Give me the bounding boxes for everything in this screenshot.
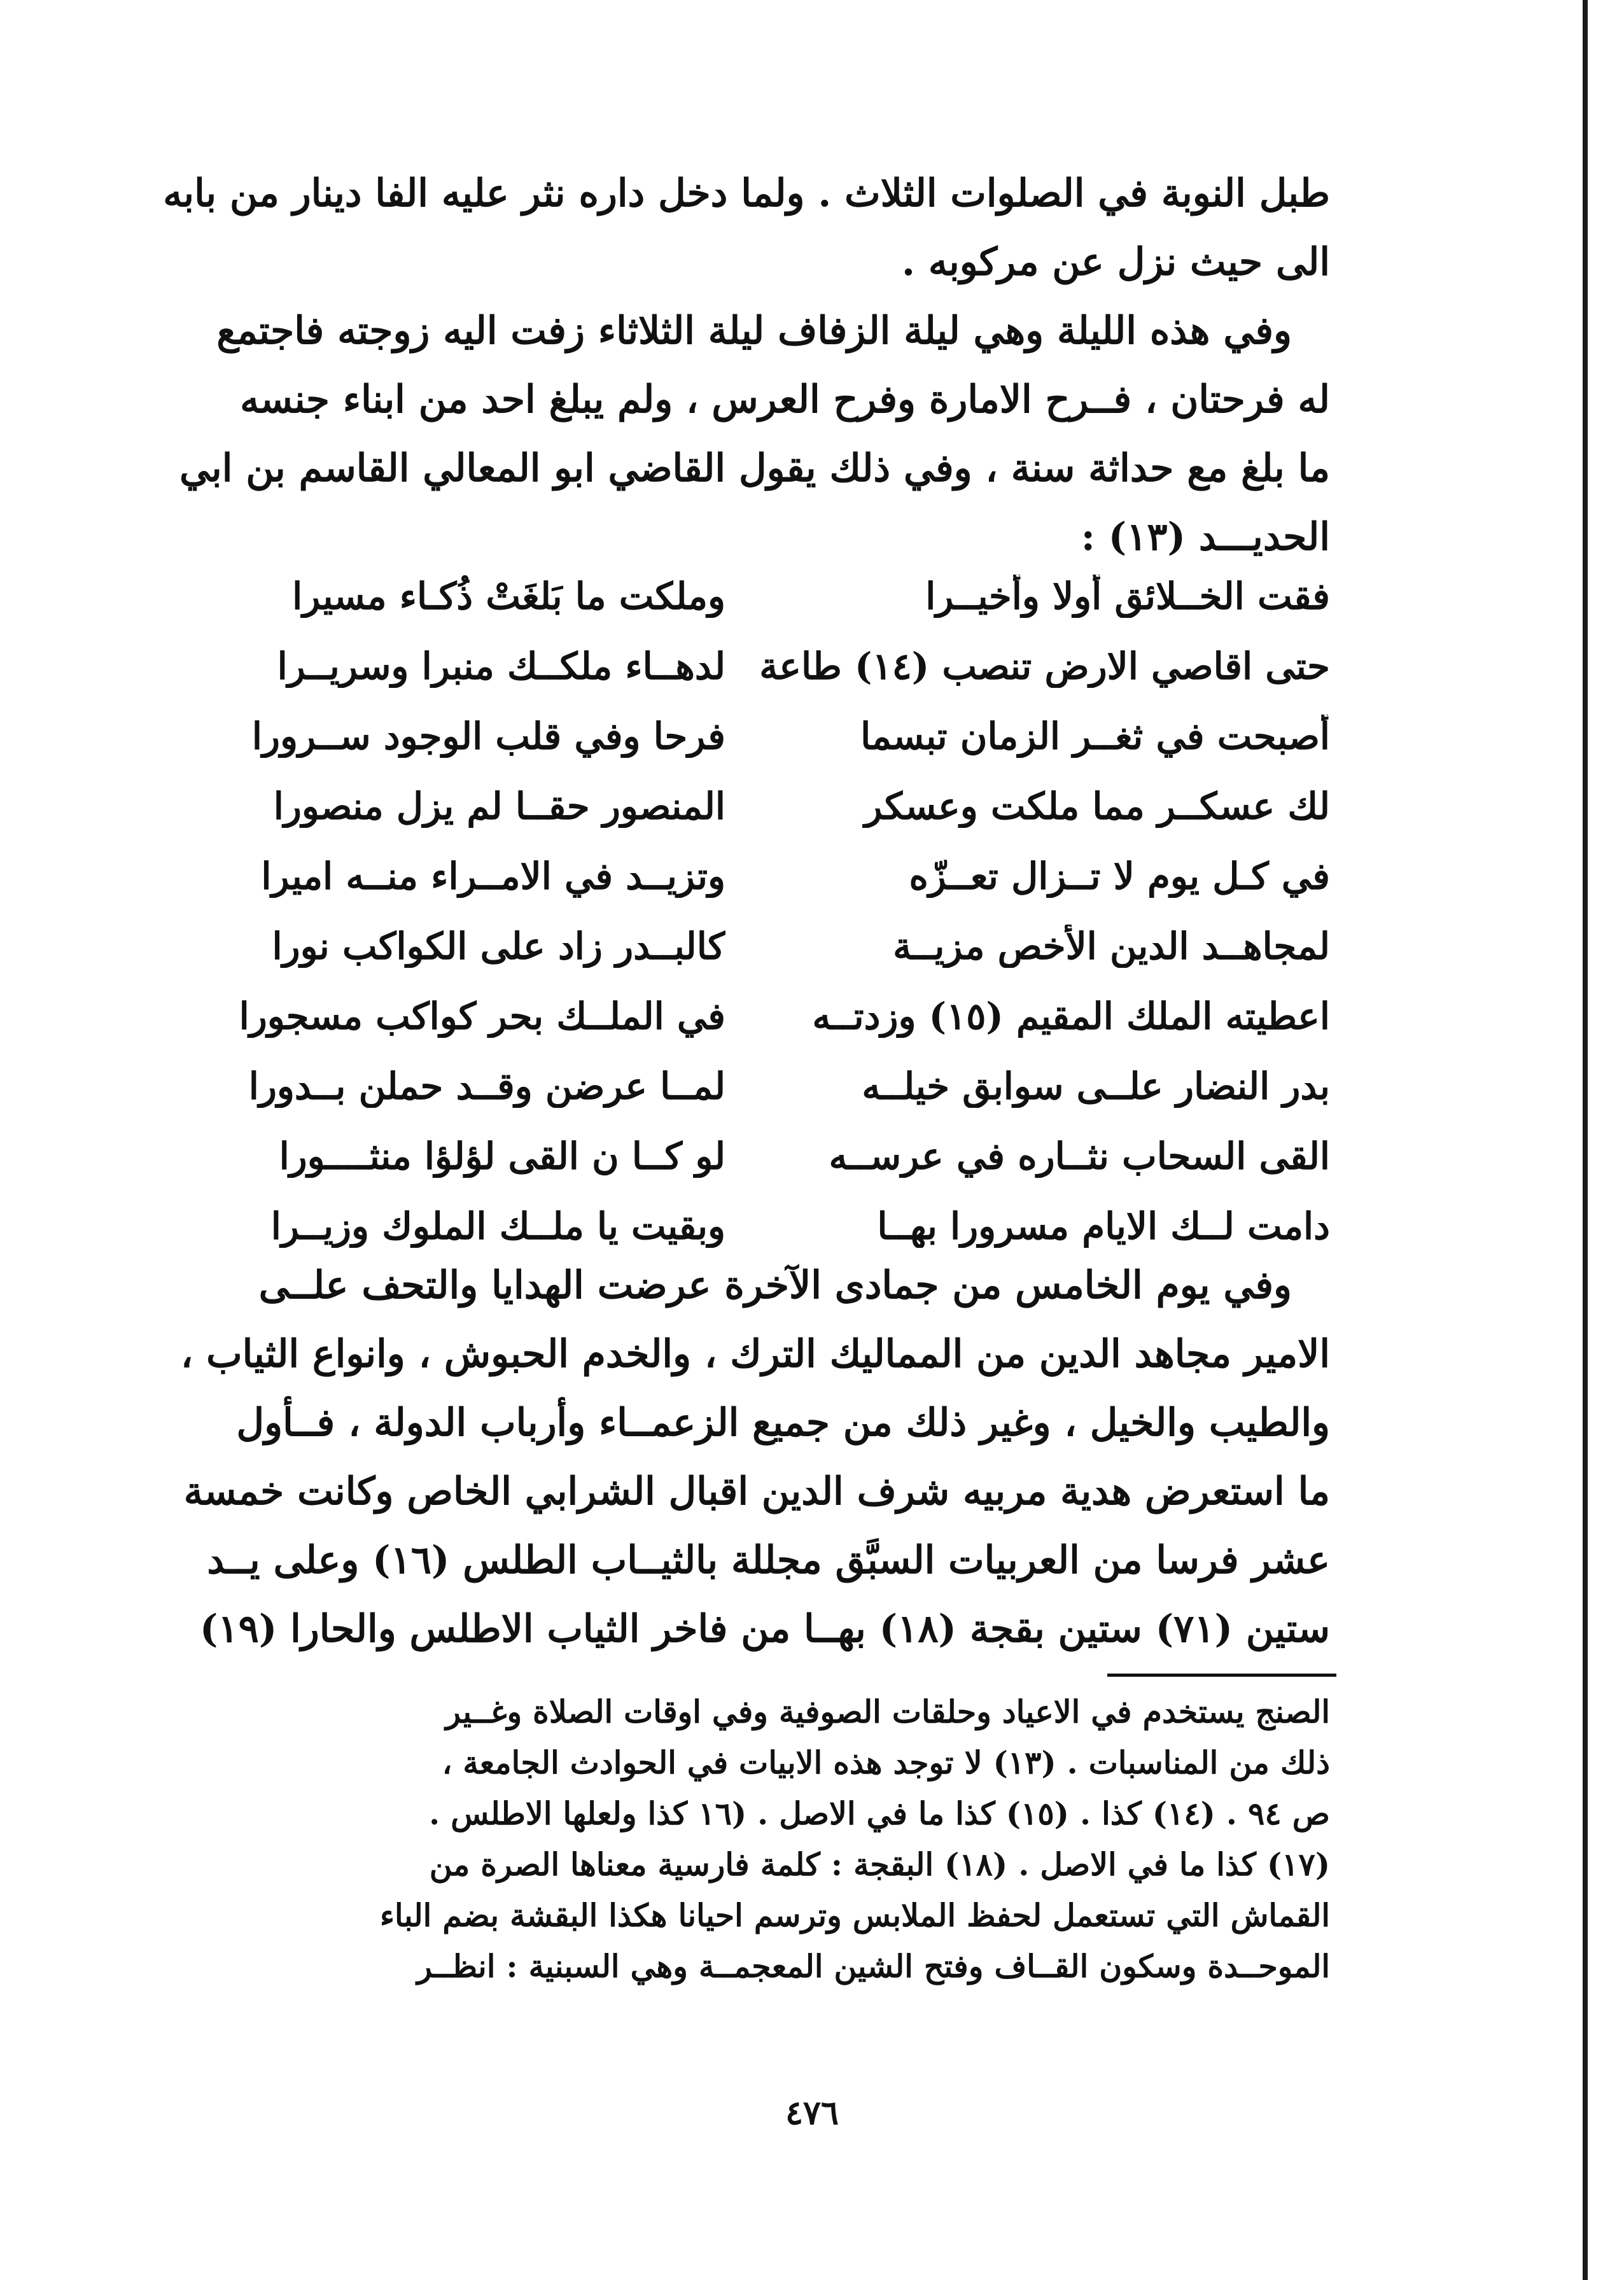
poem-verse	[153, 841, 1330, 911]
footnote-line: (١٧) كذا ما في الاصل . (١٨) البقجة : كلمة فارسية معناها الصرة من	[429, 1846, 1330, 1883]
paragraph-2-line-2: له فرحتان ، فــرح الامارة وفرح العرس ، ولم يبلغ احد من ابناء جنسه	[240, 377, 1330, 422]
paragraph-3-line-2: الامير مجاهد الدين من المماليك الترك ، والخدم الحبوش ، وانواع الثياب ،	[180, 1332, 1330, 1376]
footnote-line: ذلك من المناسبات . (١٣) لا توجد هذه الابيات في الحوادث الجامعة ،	[442, 1744, 1330, 1781]
poem-verse	[153, 631, 1330, 701]
footnote-line: القماش التي تستعمل لحفظ الملابس وترسم احيانا هكذا البقشة بضم الباء	[379, 1897, 1330, 1934]
paragraph-2	[153, 297, 1330, 571]
footnotes	[153, 1686, 1330, 1992]
poem-verse	[153, 1121, 1330, 1191]
verse-second-hemistich: لدهــاء ملكــك منبرا وسريــرا	[277, 645, 725, 688]
poem-verse	[153, 981, 1330, 1051]
poem-verse	[153, 911, 1330, 981]
verse-first-hemistich: لك عسكــر مما ملكت وعسكر	[864, 785, 1330, 828]
footnote-separator	[1107, 1674, 1336, 1677]
footnote-line: الصنج يستخدم في الاعياد وحلقات الصوفية وفي اوقات الصلاة وغــير	[445, 1693, 1330, 1730]
footnote-line: الموحــدة وسكون القــاف وفتح الشين المعجمــة وهي السبنية : انظــر	[417, 1948, 1330, 1985]
paragraph-2-line-3: ما بلغ مع حداثة سنة ، وفي ذلك يقول القاضي ابو المعالي القاسم بن ابي	[179, 446, 1330, 491]
paragraph-3-line-1: وفي يوم الخامس من جمادى الآخرة عرضت الهدايا والتحف علــى	[258, 1263, 1292, 1308]
verse-second-hemistich: المنصور حقــا لم يزل منصورا	[273, 785, 725, 828]
scan-edge-line	[1583, 0, 1588, 2280]
verse-first-hemistich: لمجاهــد الدين الأخص مزيــة	[893, 925, 1330, 968]
paragraph-2-line-4: الحديـــد (١٣) :	[1081, 515, 1330, 559]
paragraph-1-line-2: الى حيث نزل عن مركوبه .	[902, 240, 1330, 284]
footnote-line: ص ٩٤ . (١٤) كذا . (١٥) كذا ما في الاصل . (١٦ كذا ولعلها الاطلس .	[429, 1795, 1330, 1832]
verse-first-hemistich: اعطيته الملك المقيم (١٥) وزدتــه	[812, 995, 1330, 1038]
paragraph-3-line-4: ما استعرض هدية مربيه شرف الدين اقبال الشرابي الخاص وكانت خمسة	[183, 1469, 1330, 1514]
paragraph-1	[153, 159, 1330, 297]
verse-second-hemistich: في الملــك بحر كواكب مسجورا	[239, 995, 725, 1038]
verse-first-hemistich: حتى اقاصي الارض تنصب (١٤) طاعة	[759, 645, 1330, 688]
verse-second-hemistich: وبقيت يا ملــك الملوك وزيــرا	[270, 1205, 725, 1248]
paragraph-3-line-5: عشر فرسا من العربيات السبَّق مجللة بالثيــاب الطلس (١٦) وعلى يــد	[207, 1538, 1330, 1583]
verse-second-hemistich: لو كــا ن القى لؤلؤا منثــــورا	[279, 1135, 725, 1178]
verse-second-hemistich: فرحا وفي قلب الوجود ســرورا	[251, 715, 725, 758]
verse-first-hemistich: في كـل يوم لا تــزال تعــزّه	[909, 855, 1330, 898]
poem-verse	[153, 1051, 1330, 1121]
verse-second-hemistich: وتزيــد في الامــراء منــه اميرا	[261, 855, 725, 898]
paragraph-2-line-1: وفي هذه الليلة وهي ليلة الزفاف ليلة الثلاثاء زفت اليه زوجته فاجتمع	[216, 309, 1292, 353]
poem-verse	[153, 561, 1330, 631]
verse-second-hemistich: كالبــدر زاد على الكواكب نورا	[272, 925, 725, 968]
verse-first-hemistich: أصبحت في ثغــر الزمان تبسما	[860, 715, 1330, 758]
poem-verse	[153, 771, 1330, 841]
poem-verse	[153, 701, 1330, 771]
verse-second-hemistich: وملكت ما بَلغَتْ ذُكـاء مسيرا	[292, 575, 725, 618]
paragraph-1-line-1: طبل النوبة في الصلوات الثلاث . ولما دخل داره نثر عليه الفا دينار من بابه	[163, 171, 1330, 216]
verse-first-hemistich: فقت الخــلائق أولا وأخيــرا	[925, 575, 1330, 618]
paragraph-3-line-3: والطيب والخيل ، وغير ذلك من جميع الزعمــاء وأرباب الدولة ، فــأول	[236, 1401, 1330, 1445]
paragraph-3-line-6: ستين (٧١) ستين بقجة (١٨) بهــا من فاخر الثياب الاطلس والحارا (١٩)	[199, 1607, 1330, 1651]
page-number: ٤٧٦	[785, 2094, 839, 2132]
verse-first-hemistich: دامت لــك الايام مسرورا بهــا	[877, 1205, 1330, 1248]
paragraph-3	[153, 1251, 1330, 1663]
verse-first-hemistich: بدر النضار علــى سوابق خيلــه	[862, 1065, 1330, 1108]
verse-second-hemistich: لمــا عرضن وقــد حملن بــدورا	[248, 1065, 725, 1108]
verse-first-hemistich: القى السحاب نثــاره في عرســه	[829, 1135, 1330, 1178]
poem	[153, 561, 1330, 1261]
